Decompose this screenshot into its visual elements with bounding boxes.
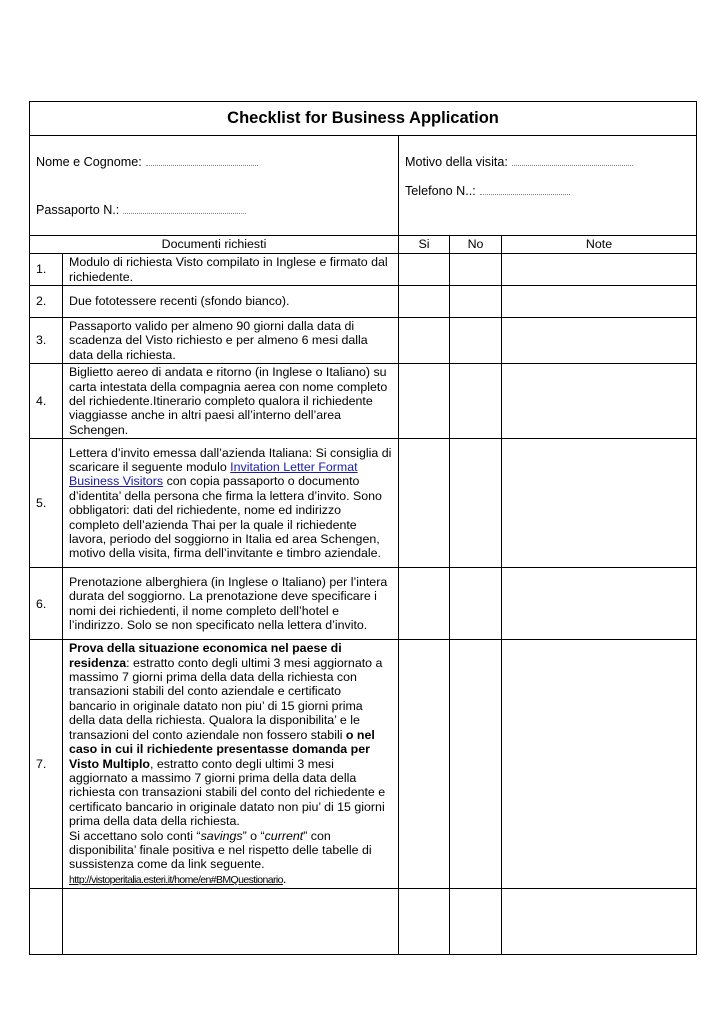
yes-cell[interactable] — [399, 640, 450, 889]
notes-cell[interactable] — [502, 254, 697, 286]
yes-cell[interactable] — [399, 439, 450, 568]
questionnaire-link[interactable]: http://vistoperitalia.esteri.it/home/en#BMQuestionario — [69, 873, 283, 886]
yes-cell[interactable] — [399, 364, 450, 439]
yes-cell[interactable] — [399, 568, 450, 640]
name-blank[interactable] — [146, 155, 258, 166]
invitation-letter-link[interactable]: Invitation Letter Format Business Visitors — [69, 460, 358, 489]
row-description: Due fototessere recenti (sfondo bianco). — [63, 286, 399, 318]
notes-cell[interactable] — [502, 568, 697, 640]
italic-text: savings — [200, 828, 243, 843]
italic-text: current — [264, 828, 304, 843]
document-title: Checklist for Business Application — [30, 102, 697, 136]
row-text-part: ” con disponibilita’ finale positiva e nel rispetto delle tabelle di sussistenza come da link seguente. — [69, 828, 372, 872]
name-field[interactable] — [36, 155, 258, 169]
header-docs: Documenti richiesti — [30, 236, 399, 254]
checklist-sheet — [29, 101, 696, 943]
row-number: 3. — [30, 318, 63, 364]
row-text-part: Si accettano solo conti “ — [69, 828, 201, 843]
row-text-part: Lettera d’invito emessa dall’azienda Italiana: Si consiglia di scaricare il seguente modulo — [69, 445, 392, 475]
no-cell[interactable] — [450, 318, 502, 364]
row-description: Modulo di richiesta Visto compilato in Inglese e firmato dal richiedente. — [63, 254, 399, 286]
notes-cell[interactable] — [502, 318, 697, 364]
header-no: No — [450, 236, 502, 254]
row-description: Prenotazione alberghiera (in Inglese o Italiano) per l’intera durata del soggiorno. La prenotazione deve specificare i nomi dei richiedenti, il nome completo dell’hotel e l’indirizzo. Solo se non specificato nella lettera d’invito. — [63, 568, 399, 640]
passport-label: Passaporto N.: — [36, 203, 120, 217]
table-row — [30, 568, 697, 640]
no-cell[interactable] — [450, 364, 502, 439]
no-cell[interactable] — [450, 254, 502, 286]
row-description — [63, 640, 399, 889]
table-row — [30, 439, 697, 568]
no-cell[interactable] — [450, 640, 502, 889]
empty-number-cell[interactable] — [30, 889, 63, 955]
passport-field[interactable] — [36, 203, 246, 217]
no-cell[interactable] — [450, 439, 502, 568]
no-cell[interactable] — [450, 568, 502, 640]
table-row — [30, 364, 697, 439]
applicant-info-right — [399, 136, 697, 236]
row-text-part: : estratto conto degli ultimi 3 mesi aggiornato a massimo 7 giorni prima della data della richiesta con transazioni stabili del conto aziendale e certificato bancario in originale datato non piu’ di 15 giorni prima della data della richiesta. Qualora la disponibilita’ e le transazioni del conto aziendale non fossero stabili — [69, 655, 383, 742]
table-row — [30, 640, 697, 889]
applicant-info-left — [30, 136, 399, 236]
empty-row — [30, 889, 697, 955]
phone-field[interactable] — [405, 184, 570, 198]
notes-cell[interactable] — [502, 439, 697, 568]
name-label: Nome e Cognome: — [36, 155, 142, 169]
row-number: 2. — [30, 286, 63, 318]
url-tail: . — [282, 871, 287, 886]
phone-label: Telefono N..: — [405, 184, 476, 198]
yes-cell[interactable] — [399, 889, 450, 955]
notes-cell[interactable] — [502, 640, 697, 889]
yes-cell[interactable] — [399, 286, 450, 318]
header-row — [30, 236, 697, 254]
row-number: 1. — [30, 254, 63, 286]
notes-cell[interactable] — [502, 889, 697, 955]
reason-blank[interactable] — [512, 155, 633, 166]
bold-text: Prova della situazione economica nel paese di residenza — [69, 641, 342, 670]
phone-blank[interactable] — [480, 184, 570, 195]
checklist-table — [29, 101, 697, 955]
yes-cell[interactable] — [399, 254, 450, 286]
notes-cell[interactable] — [502, 286, 697, 318]
row-number: 6. — [30, 568, 63, 640]
row-number: 7. — [30, 640, 63, 889]
table-row — [30, 318, 697, 364]
no-cell[interactable] — [450, 889, 502, 955]
bold-text: o nel caso in cui il richiedente presentasse domanda per Visto Multiplo — [69, 727, 375, 771]
reason-label: Motivo della visita: — [405, 155, 508, 169]
passport-blank[interactable] — [123, 203, 246, 214]
row-text-part: con copia passaporto o documento d’identita’ della persona che firma la lettera d’invito. Sono obbligatori: dati del richiedente, nome ed indirizzo completo dell’azienda Thai per la quale il richiedente lavora, periodo del soggiorno in Italia ed area Schengen, motivo della visita, firma dell’invitante e timbro aziendale. — [69, 474, 382, 561]
reason-field[interactable] — [405, 155, 633, 169]
notes-cell[interactable] — [502, 364, 697, 439]
row-number: 5. — [30, 439, 63, 568]
yes-cell[interactable] — [399, 318, 450, 364]
header-yes: Si — [399, 236, 450, 254]
row-description — [63, 439, 399, 568]
header-notes: Note — [502, 236, 697, 254]
table-row — [30, 286, 697, 318]
row-text-part: , estratto conto degli ultimi 3 mesi aggiornato a massimo 7 giorni prima della data della richiesta con transazioni stabili del conto del richiedente e certificato bancario in originale datato non piu’ di 15 giorni prima della data della richiesta. — [69, 756, 386, 829]
no-cell[interactable] — [450, 286, 502, 318]
empty-description-cell[interactable] — [63, 889, 399, 955]
row-description: Biglietto aereo di andata e ritorno (in Inglese o Italiano) su carta intestata della compagnia aerea con nome completo del richiedente.Itinerario completo qualora il richiedente viaggiasse anche in altri paesi all’interno dell’area Schengen. — [63, 364, 399, 439]
row-text-part: ” o “ — [242, 828, 265, 843]
row-description: Passaporto valido per almeno 90 giorni dalla data di scadenza del Visto richiesto e per almeno 6 mesi dalla data della richiesta. — [63, 318, 399, 364]
row-number: 4. — [30, 364, 63, 439]
table-row — [30, 254, 697, 286]
